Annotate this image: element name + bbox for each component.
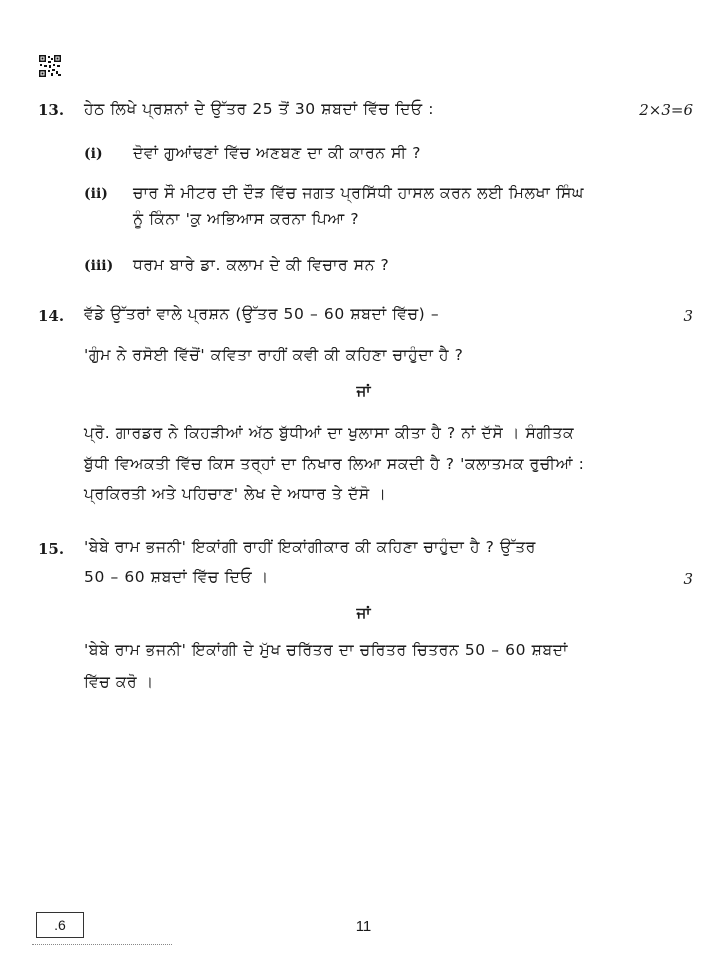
or-separator: ਜਾਂ <box>356 604 371 622</box>
question-13-text: ਹੇਠ ਲਿਖੇ ਪ੍ਰਸ਼ਨਾਂ ਦੇ ਉੱਤਰ 25 ਤੋਂ 30 ਸ਼ਬਦਾਂ ਵਿੱਚ ਦਿਓ : <box>84 100 435 118</box>
question-13-marks: 2×3=6 <box>639 101 693 119</box>
question-13-number: 13. <box>38 101 65 119</box>
sub-question-text: ਚਾਰ ਸੌ ਮੀਟਰ ਦੀ ਦੌੜ ਵਿੱਚ ਜਗਤ ਪ੍ਰਸਿੱਧੀ ਹਾਸਲ ਕਰਨ ਲਈ ਮਿਲਖਾ ਸਿੰਘ <box>133 184 585 202</box>
question-15-number: 15. <box>38 540 65 558</box>
question-14-alt-text: ਪ੍ਰੋ. ਗਾਰਡਰ ਨੇ ਕਿਹੜੀਆਂ ਅੱਠ ਬੁੱਧੀਆਂ ਦਾ ਖੁਲਾਸਾ ਕੀਤਾ ਹੈ ? ਨਾਂ ਦੱਸੋ । ਸੰਗੀਤਕ <box>84 424 575 442</box>
question-15-alt-text: 'ਬੇਬੇ ਰਾਮ ਭਜਨੀ' ਇਕਾਂਗੀ ਦੇ ਮੁੱਖ ਚਰਿੱਤਰ ਦਾ ਚਰਿਤਰ ਚਿਤਰਨ 50 – 60 ਸ਼ਬਦਾਂ <box>84 641 569 659</box>
question-15-alt-text: ਵਿੱਚ ਕਰੋ । <box>84 673 154 691</box>
sub-question-label: (iii) <box>84 258 114 274</box>
question-14-heading: ਵੱਡੇ ਉੱਤਰਾਂ ਵਾਲੇ ਪ੍ਰਸ਼ਨ (ਉੱਤਰ 50 – 60 ਸ਼ਬਦਾਂ ਵਿੱਚ) – <box>84 305 440 323</box>
page-number: 11 <box>355 918 372 935</box>
sub-question-text: ਦੋਵਾਂ ਗੁਆਂਢਣਾਂ ਵਿੱਚ ਅਣਬਣ ਦਾ ਕੀ ਕਾਰਨ ਸੀ ? <box>133 144 422 162</box>
question-15-marks: 3 <box>683 570 693 588</box>
sub-question-label: (ii) <box>84 186 108 202</box>
question-14-alt-text: ਬੁੱਧੀ ਵਿਅਕਤੀ ਵਿੱਚ ਕਿਸ ਤਰ੍ਹਾਂ ਦਾ ਨਿਖਾਰ ਲਿਆ ਸਕਦੀ ਹੈ ? 'ਕਲਾਤਮਕ ਰੁਚੀਆਂ : <box>84 455 585 473</box>
sub-question-text: ਧਰਮ ਬਾਰੇ ਡਾ. ਕਲਾਮ ਦੇ ਕੀ ਵਿਚਾਰ ਸਨ ? <box>133 256 390 274</box>
question-14-number: 14. <box>38 307 65 325</box>
or-separator: ਜਾਂ <box>356 382 371 400</box>
footer-divider <box>32 944 172 945</box>
question-14-text: 'ਗੁੰਮ ਨੇ ਰਸੋਈ ਵਿੱਚੋਂ' ਕਵਿਤਾ ਰਾਹੀਂ ਕਵੀ ਕੀ ਕਹਿਣਾ ਚਾਹੁੰਦਾ ਹੈ ? <box>84 346 464 364</box>
question-15-text: 'ਬੇਬੇ ਰਾਮ ਭਜਨੀ' ਇਕਾਂਗੀ ਰਾਹੀਂ ਇਕਾਂਗੀਕਾਰ ਕੀ ਕਹਿਣਾ ਚਾਹੁੰਦਾ ਹੈ ? ਉੱਤਰ <box>84 538 536 556</box>
qr-code-icon <box>39 55 61 77</box>
paper-code-box: .6 <box>36 912 84 938</box>
sub-question-label: (i) <box>84 146 103 162</box>
question-15-text: 50 – 60 ਸ਼ਬਦਾਂ ਵਿੱਚ ਦਿਓ । <box>84 568 269 586</box>
sub-question-text: ਨੂੰ ਕਿੰਨਾ 'ਕੁ ਅਭਿਆਸ ਕਰਨਾ ਪਿਆ ? <box>133 210 360 228</box>
question-14-alt-text: ਪ੍ਰਕਿਰਤੀ ਅਤੇ ਪਹਿਚਾਣ' ਲੇਖ ਦੇ ਅਧਾਰ ਤੇ ਦੱਸੋ । <box>84 485 387 503</box>
question-14-marks: 3 <box>683 307 693 325</box>
